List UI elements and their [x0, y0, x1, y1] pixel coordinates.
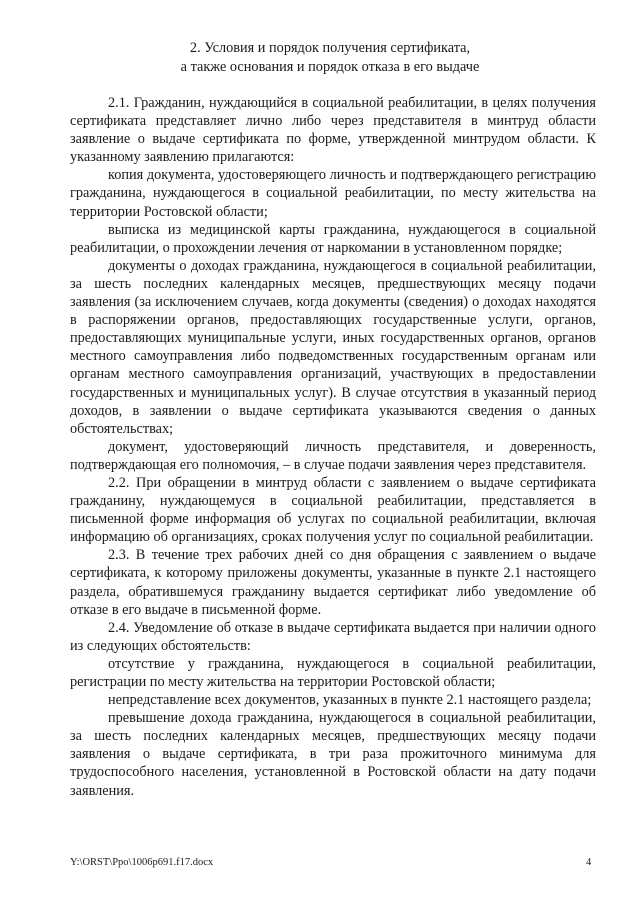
paragraph-medical-extract: выписка из медицинской карты гражданина, нуждающегося в социальной реабилитации, о прохождении лечения от наркомании в установленном порядке; [70, 221, 596, 256]
paragraph-2-2: 2.2. При обращении в минтруд области с заявлением о выдаче сертификата гражданину, нуждающемуся в социальной реабилитации, представляется в письменной форме информация об услугах по социальной реабилитации, включая информацию об организациях, сроках получения услуг по социальной реабилитации. [70, 474, 596, 546]
paragraph-passport-copy: копия документа, удостоверяющего личность и подтверждающего регистрацию гражданина, нуждающегося в социальной реабилитации, по месту жительства на территории Ростовской области; [70, 167, 596, 220]
section-heading-line-2: а также основания и порядок отказа в его выдаче [180, 59, 480, 75]
section-heading [60, 39, 600, 77]
paragraph-missing-documents: непредставление всех документов, указанных в пункте 2.1 настоящего раздела; [108, 692, 592, 709]
section-heading-line-1: 2. Условия и порядок получения сертификата, [189, 40, 471, 56]
paragraph-2-4: 2.4. Уведомление об отказе в выдаче сертификата выдается при наличии одного из следующих обстоятельств: [70, 619, 596, 654]
footer-file-path: Y:\ORST\Ppo\1006p691.f17.docx [70, 857, 214, 868]
page-number: 4 [586, 857, 592, 868]
paragraph-no-registration: отсутствие у гражданина, нуждающегося в социальной реабилитации, регистрации по месту жительства на территории Ростовской области; [70, 655, 596, 690]
paragraph-representative-id: документ, удостоверяющий личность представителя, и доверенность, подтверждающая его полномочия, – в случае подачи заявления через представителя. [70, 438, 596, 473]
paragraph-income-documents: документы о доходах гражданина, нуждающегося в социальной реабилитации, за шесть последних календарных месяцев, предшествующих месяцу подачи заявления (за исключением случаев, когда документы (сведения) о доходах находятся в распоряжении органов, предоставляющих государственные услуги, органов, предоставляющих муниципальные услуги, иных государственных органов, органов местного самоуправления либо подведомственных государственным органам или органам местного самоуправления организаций, участвующих в предоставлении государственных и муниципальных услуг). В случае отсутствия в указанный период доходов, в заявлении о выдаче сертификата указываются сведения о данных обстоятельствах; [70, 257, 596, 437]
paragraph-2-1: 2.1. Гражданин, нуждающийся в социальной реабилитации, в целях получения сертификата представляет лично либо через представителя в минтруд области заявление о выдаче сертификата по форме, утвержденной минтрудом области. К указанному заявлению прилагаются: [70, 95, 596, 166]
paragraph-income-excess: превышение дохода гражданина, нуждающегося в социальной реабилитации, за шесть последних календарных месяцев, предшествующих месяцу подачи заявления о выдаче сертификата, в три раза прожиточного минимума для трудоспособного населения, установленной в Ростовской области на дату подачи заявления. [70, 710, 596, 799]
paragraph-2-3: 2.3. В течение трех рабочих дней со дня обращения с заявлением о выдаче сертификата, к которому приложены документы, указанные в пункте 2.1 настоящего раздела, обратившемуся гражданину выдается сертификат либо уведомление об отказе в его выдаче в письменной форме. [70, 547, 596, 618]
document-body [70, 94, 596, 800]
